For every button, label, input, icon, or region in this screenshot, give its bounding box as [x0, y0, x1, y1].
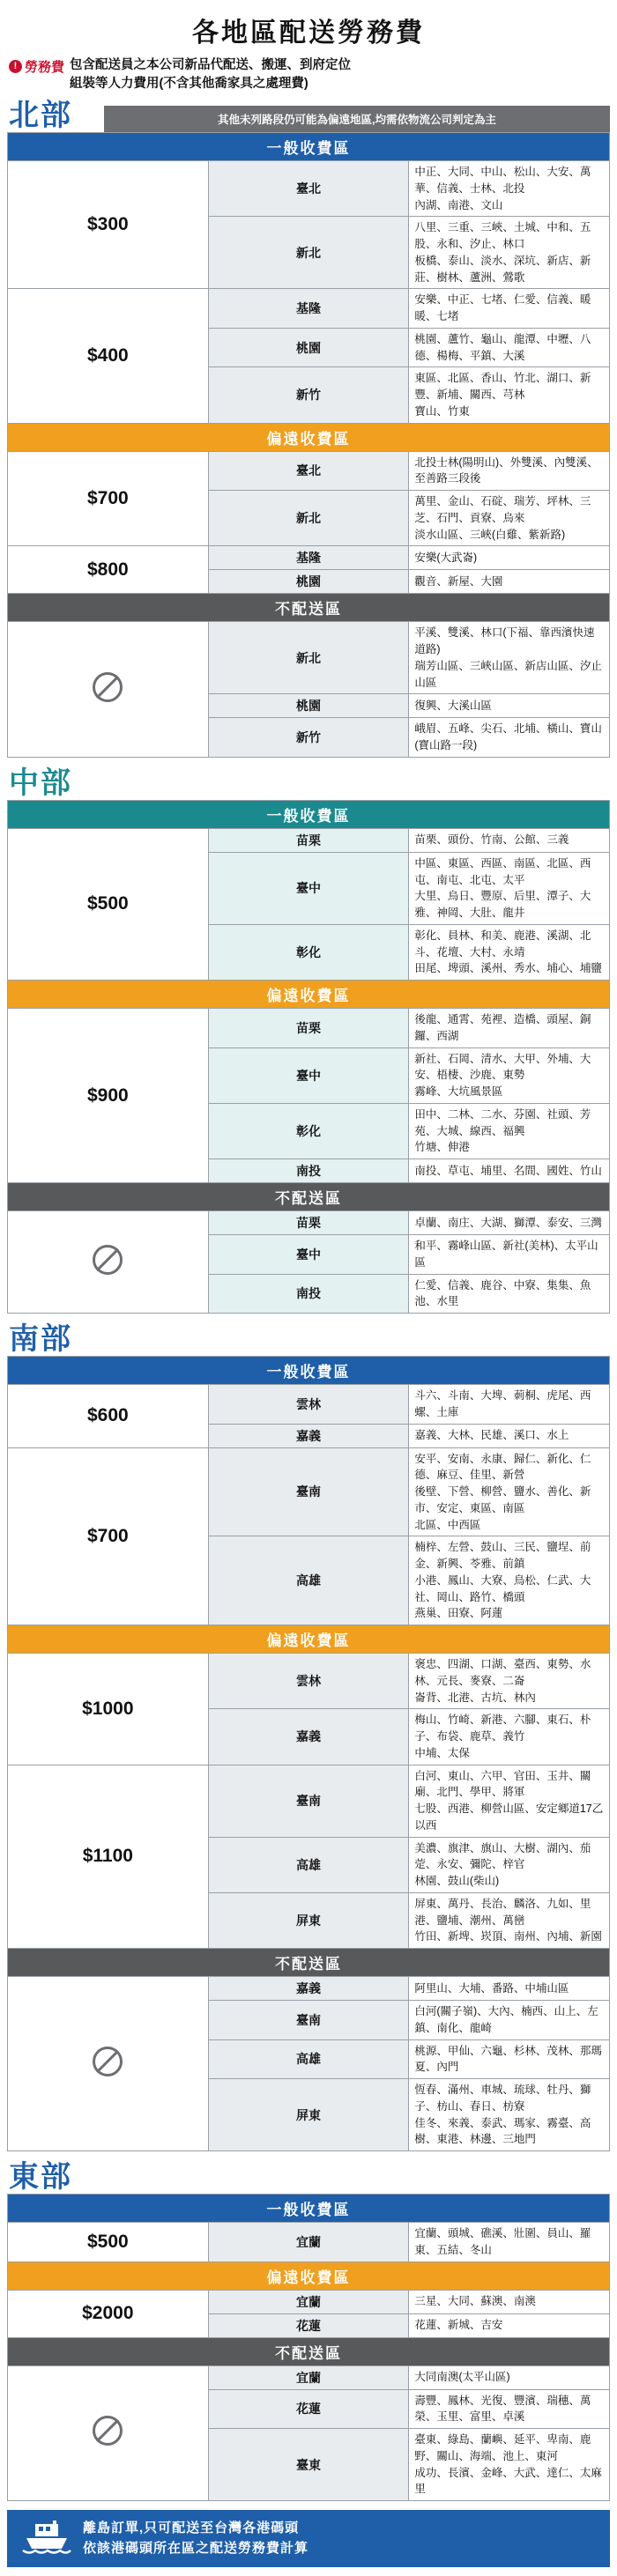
region-name: 東部	[9, 2160, 72, 2195]
city-cell: 南投	[208, 1274, 409, 1314]
ship-icon	[21, 2519, 72, 2558]
district-list-cell: 仁愛、信義、鹿谷、中寮、集集、魚池、水里	[409, 1274, 610, 1314]
district-list-cell: 新社、石岡、清水、大甲、外埔、大安、梧棲、沙鹿、東勢 霧峰、大坑風景區	[409, 1047, 610, 1103]
district-list-cell: 東區、北區、香山、竹北、湖口、新豐、新埔、關西、芎林 寶山、竹東	[409, 367, 610, 423]
table-row	[8, 2365, 610, 2389]
page-title: 各地區配送勞務費	[192, 19, 425, 48]
district-list-cell: 安樂、中正、七堵、仁愛、信義、暖暖、七堵	[409, 289, 610, 329]
city-cell: 臺南	[208, 1447, 409, 1536]
table-row	[8, 828, 610, 852]
district-list-cell: 屏東、萬丹、長治、麟洛、九如、里港、鹽埔、潮州、萬巒 竹田、新埤、崁頂、南州、內埔、新園	[409, 1892, 610, 1948]
service-fee-badge-label: 勞務費	[25, 60, 65, 75]
district-list-cell: 美濃、旗津、旗山、大樹、湖內、茄萣、永安、彌陀、梓官 林園、鼓山(柴山)	[409, 1837, 610, 1892]
district-list-cell: 白河(關子嶺)、大內、楠西、山上、左鎮、南化、龍崎	[409, 2001, 610, 2040]
city-cell: 桃園	[208, 694, 409, 718]
district-list-cell: 中正、大同、中山、松山、大安、萬華、信義、士林、北投 內湖、南港、文山	[409, 161, 610, 217]
city-cell: 南投	[208, 1159, 409, 1183]
city-cell: 雲林	[208, 1654, 409, 1709]
district-list-cell: 安平、安南、永康、歸仁、新化、仁德、麻豆、佳里、新營 後壁、下營、柳營、鹽水、善化、新市、安定、東區、南區 北區、中西區	[409, 1447, 610, 1536]
city-cell: 臺南	[208, 2001, 409, 2040]
price-cell: $500	[8, 828, 209, 980]
city-cell: 基隆	[208, 289, 409, 329]
table-row	[8, 1211, 610, 1235]
table-row	[8, 1009, 610, 1048]
price-cell: $700	[8, 1447, 209, 1625]
service-fee-note	[7, 56, 610, 99]
zone-bar-label: 不配送區	[8, 1949, 610, 1977]
city-cell: 苗栗	[208, 828, 409, 852]
no-delivery-icon	[8, 2365, 209, 2501]
zone-bar-label: 一般收費區	[8, 133, 610, 161]
city-cell: 臺中	[208, 1235, 409, 1275]
district-list-cell: 恆春、滿州、車城、琉球、牡丹、獅子、枋山、春日、枋寮 佳冬、來義、泰武、瑪家、霧臺、高樹、東港、林邊、三地門	[409, 2079, 610, 2151]
zone-bar-label: 偏遠收費區	[8, 1625, 610, 1654]
table-row	[8, 1765, 610, 1837]
city-cell: 新北	[208, 217, 409, 289]
table-row	[8, 451, 610, 491]
price-cell: $700	[8, 451, 209, 546]
city-cell: 嘉義	[208, 1977, 409, 2001]
price-cell: $500	[8, 2223, 209, 2262]
district-list-cell: 阿里山、大埔、番路、中埔山區	[409, 1977, 610, 2001]
zone-bar-row	[8, 981, 610, 1009]
zone-bar-row	[8, 2261, 610, 2290]
no-delivery-icon	[8, 1211, 209, 1314]
city-cell: 新竹	[208, 718, 409, 758]
city-cell: 高雄	[208, 1837, 409, 1892]
zone-bar-label: 不配送區	[8, 2337, 610, 2365]
city-cell: 臺東	[208, 2429, 409, 2501]
regions-container	[7, 99, 610, 2501]
city-cell: 宜蘭	[208, 2290, 409, 2313]
district-list-cell: 壽豐、鳳林、光復、豐濱、瑞穗、萬榮、玉里、富里、卓溪	[409, 2389, 610, 2429]
zone-bar-label: 偏遠收費區	[8, 981, 610, 1009]
table-row	[8, 1654, 610, 1709]
table-row	[8, 546, 610, 570]
region-subnote: 其他未列路段仍可能為偏遠地區,均需依物流公司判定為主	[104, 106, 610, 132]
price-cell: $600	[8, 1385, 209, 1448]
service-fee-line2-paren: (不含其他喬家具之處理費)	[159, 77, 308, 92]
district-list-cell: 峨眉、五峰、尖石、北埔、橫山、寶山(寶山路一段)	[409, 718, 610, 758]
region-name: 中部	[9, 766, 72, 800]
region-block	[7, 2160, 610, 2501]
district-list-cell: 嘉義、大林、民雄、溪口、水上	[409, 1424, 610, 1447]
city-cell: 宜蘭	[208, 2223, 409, 2262]
district-list-cell: 中區、東區、西區、南區、北區、西屯、南屯、北屯、太平 大里、烏日、豐原、后里、潭子、大雅、神岡、大肚、龍井	[409, 852, 610, 924]
district-list-cell: 梅山、竹崎、新港、六腳、東石、朴子、布袋、鹿草、義竹 中埔、太保	[409, 1709, 610, 1765]
district-list-cell: 斗六、斗南、大埤、莿桐、虎尾、西螺、土庫	[409, 1385, 610, 1425]
zone-bar-row	[8, 1949, 610, 1977]
district-list-cell: 白河、東山、六甲、官田、玉井、關廟、北門、學甲、將軍 七股、西港、柳營山區、安定鄉道17乙以西	[409, 1765, 610, 1837]
city-cell: 苗栗	[208, 1211, 409, 1235]
zone-bar-row	[8, 1183, 610, 1211]
zone-table	[7, 1356, 610, 2151]
price-cell: $900	[8, 1009, 209, 1183]
district-list-cell: 安樂(大武崙)	[409, 546, 610, 570]
district-list-cell: 楠梓、左營、鼓山、三民、鹽埕、前金、新興、苓雅、前鎮 小港、鳳山、大寮、鳥松、仁武、大社、岡山、路竹、橋頭 燕巢、田寮、阿蓮	[409, 1536, 610, 1625]
table-row	[8, 1385, 610, 1425]
city-cell: 高雄	[208, 2039, 409, 2079]
region-block	[7, 99, 610, 758]
region-header	[7, 766, 610, 800]
zone-bar-label: 不配送區	[8, 594, 610, 622]
zone-table	[7, 2194, 610, 2501]
city-cell: 桃園	[208, 328, 409, 367]
service-fee-line1: 包含配送員之本公司新品代配送、搬運、到府定位	[70, 58, 352, 72]
zone-bar-label: 偏遠收費區	[8, 2261, 610, 2290]
table-row	[8, 161, 610, 217]
service-fee-description	[70, 56, 351, 93]
exclamation-icon: !	[9, 60, 22, 73]
district-list-cell: 桃園、蘆竹、龜山、龍潭、中壢、八德、楊梅、平鎮、大溪	[409, 328, 610, 367]
zone-table	[7, 132, 610, 758]
city-cell: 屏東	[208, 2079, 409, 2151]
city-cell: 宜蘭	[208, 2365, 409, 2389]
city-cell: 花蓮	[208, 2313, 409, 2337]
no-delivery-icon	[8, 622, 209, 758]
region-block	[7, 766, 610, 1314]
city-cell: 臺中	[208, 852, 409, 924]
district-list-cell: 北投士林(陽明山)、外雙溪、內雙溪、至善路三段後	[409, 451, 610, 491]
zone-bar-row	[8, 1625, 610, 1654]
district-list-cell: 萬里、金山、石碇、瑞芳、坪林、三芝、石門、貢寮、烏來 淡水山區、三峽(白雞、紫新路)	[409, 491, 610, 546]
table-row	[8, 1977, 610, 2001]
table-row	[8, 622, 610, 694]
zone-bar-row	[8, 2337, 610, 2365]
city-cell: 花蓮	[208, 2389, 409, 2429]
district-list-cell: 臺東、綠島、蘭嶼、延平、卑南、鹿野、關山、海端、池上、東河 成功、長濱、金峰、大武、達仁、太麻里	[409, 2429, 610, 2501]
table-row	[8, 2223, 610, 2262]
price-cell: $300	[8, 161, 209, 289]
price-cell: $1000	[8, 1654, 209, 1765]
footer-banner	[7, 2510, 610, 2567]
city-cell: 臺南	[208, 1765, 409, 1837]
table-row	[8, 2290, 610, 2313]
city-cell: 桃園	[208, 570, 409, 594]
district-list-cell: 三星、大同、蘇澳、南澳	[409, 2290, 610, 2313]
table-row	[8, 1447, 610, 1536]
city-cell: 苗栗	[208, 1009, 409, 1048]
city-cell: 屏東	[208, 1892, 409, 1948]
city-cell: 嘉義	[208, 1424, 409, 1447]
region-header	[7, 2160, 610, 2194]
city-cell: 臺北	[208, 451, 409, 491]
district-list-cell: 復興、大溪山區	[409, 694, 610, 718]
zone-bar-row	[8, 594, 610, 622]
city-cell: 基隆	[208, 546, 409, 570]
price-cell: $2000	[8, 2290, 209, 2337]
price-cell: $1100	[8, 1765, 209, 1949]
district-list-cell: 宜蘭、頭城、礁溪、壯圍、員山、羅東、五結、冬山	[409, 2223, 610, 2262]
zone-bar-label: 一般收費區	[8, 800, 610, 828]
price-cell: $400	[8, 289, 209, 423]
zone-table	[7, 800, 610, 1314]
zone-bar-row	[8, 800, 610, 828]
city-cell: 新竹	[208, 367, 409, 423]
zone-bar-label: 一般收費區	[8, 1357, 610, 1385]
city-cell: 嘉義	[208, 1709, 409, 1765]
district-list-cell: 田中、二林、二水、芬園、社頭、芳苑、大城、線西、福興 竹塘、伸港	[409, 1103, 610, 1158]
zone-bar-row	[8, 2195, 610, 2223]
region-block	[7, 1322, 610, 2151]
city-cell: 新北	[208, 622, 409, 694]
zone-bar-row	[8, 1357, 610, 1385]
zone-bar-label: 偏遠收費區	[8, 423, 610, 451]
city-cell: 雲林	[208, 1385, 409, 1425]
zone-bar-row	[8, 423, 610, 451]
district-list-cell: 大同南澳(太平山區)	[409, 2365, 610, 2389]
city-cell: 彰化	[208, 924, 409, 980]
district-list-cell: 彰化、員林、和美、鹿港、溪湖、北斗、花壇、大村、永靖 田尾、埤頭、溪州、秀水、埔心、埔鹽	[409, 924, 610, 980]
service-fee-badge	[9, 56, 64, 76]
district-list-cell: 和平、霧峰山區、新社(美林)、太平山區	[409, 1235, 610, 1275]
city-cell: 高雄	[208, 1536, 409, 1625]
district-list-cell: 南投、草屯、埔里、名間、國姓、竹山	[409, 1159, 610, 1183]
district-list-cell: 八里、三重、三峽、土城、中和、五股、永和、汐止、林口 板橋、泰山、淡水、深坑、新店、新莊、樹林、蘆洲、鶯歌	[409, 217, 610, 289]
zone-bar-label: 不配送區	[8, 1183, 610, 1211]
table-row	[8, 289, 610, 329]
district-list-cell: 桃源、甲仙、六龜、杉林、茂林、那瑪夏、內門	[409, 2039, 610, 2079]
district-list-cell: 後龍、通霄、苑裡、造橋、頭屋、銅鑼、西湖	[409, 1009, 610, 1048]
zone-bar-label: 一般收費區	[8, 2195, 610, 2223]
district-list-cell: 苗栗、頭份、竹南、公館、三義	[409, 828, 610, 852]
region-header	[7, 1322, 610, 1356]
footer-text	[83, 2519, 308, 2558]
zone-bar-row	[8, 133, 610, 161]
region-name: 北部	[9, 99, 72, 133]
district-list-cell: 平溪、雙溪、林口(下福、靠西濱快速道路) 瑞芳山區、三峽山區、新店山區、汐止山區	[409, 622, 610, 694]
footer-line1: 離島訂單,只可配送至台灣各港碼頭	[83, 2520, 300, 2536]
city-cell: 臺中	[208, 1047, 409, 1103]
city-cell: 新北	[208, 491, 409, 546]
no-delivery-icon	[8, 1977, 209, 2151]
city-cell: 彰化	[208, 1103, 409, 1158]
city-cell: 臺北	[208, 161, 409, 217]
region-name: 南部	[9, 1322, 72, 1357]
district-list-cell: 褒忠、四湖、口湖、臺西、東勢、水林、元長、麥寮、二崙 崙背、北港、古坑、林內	[409, 1654, 610, 1709]
service-fee-line2: 組裝等人力費用	[70, 77, 160, 92]
district-list-cell: 觀音、新屋、大園	[409, 570, 610, 594]
region-header	[7, 99, 610, 132]
district-list-cell: 花蓮、新城、吉安	[409, 2313, 610, 2337]
footer-line2: 依該港碼頭所在區之配送勞務費計算	[83, 2540, 309, 2556]
district-list-cell: 卓蘭、南庄、大湖、獅潭、泰安、三灣	[409, 1211, 610, 1235]
price-cell: $800	[8, 546, 209, 594]
